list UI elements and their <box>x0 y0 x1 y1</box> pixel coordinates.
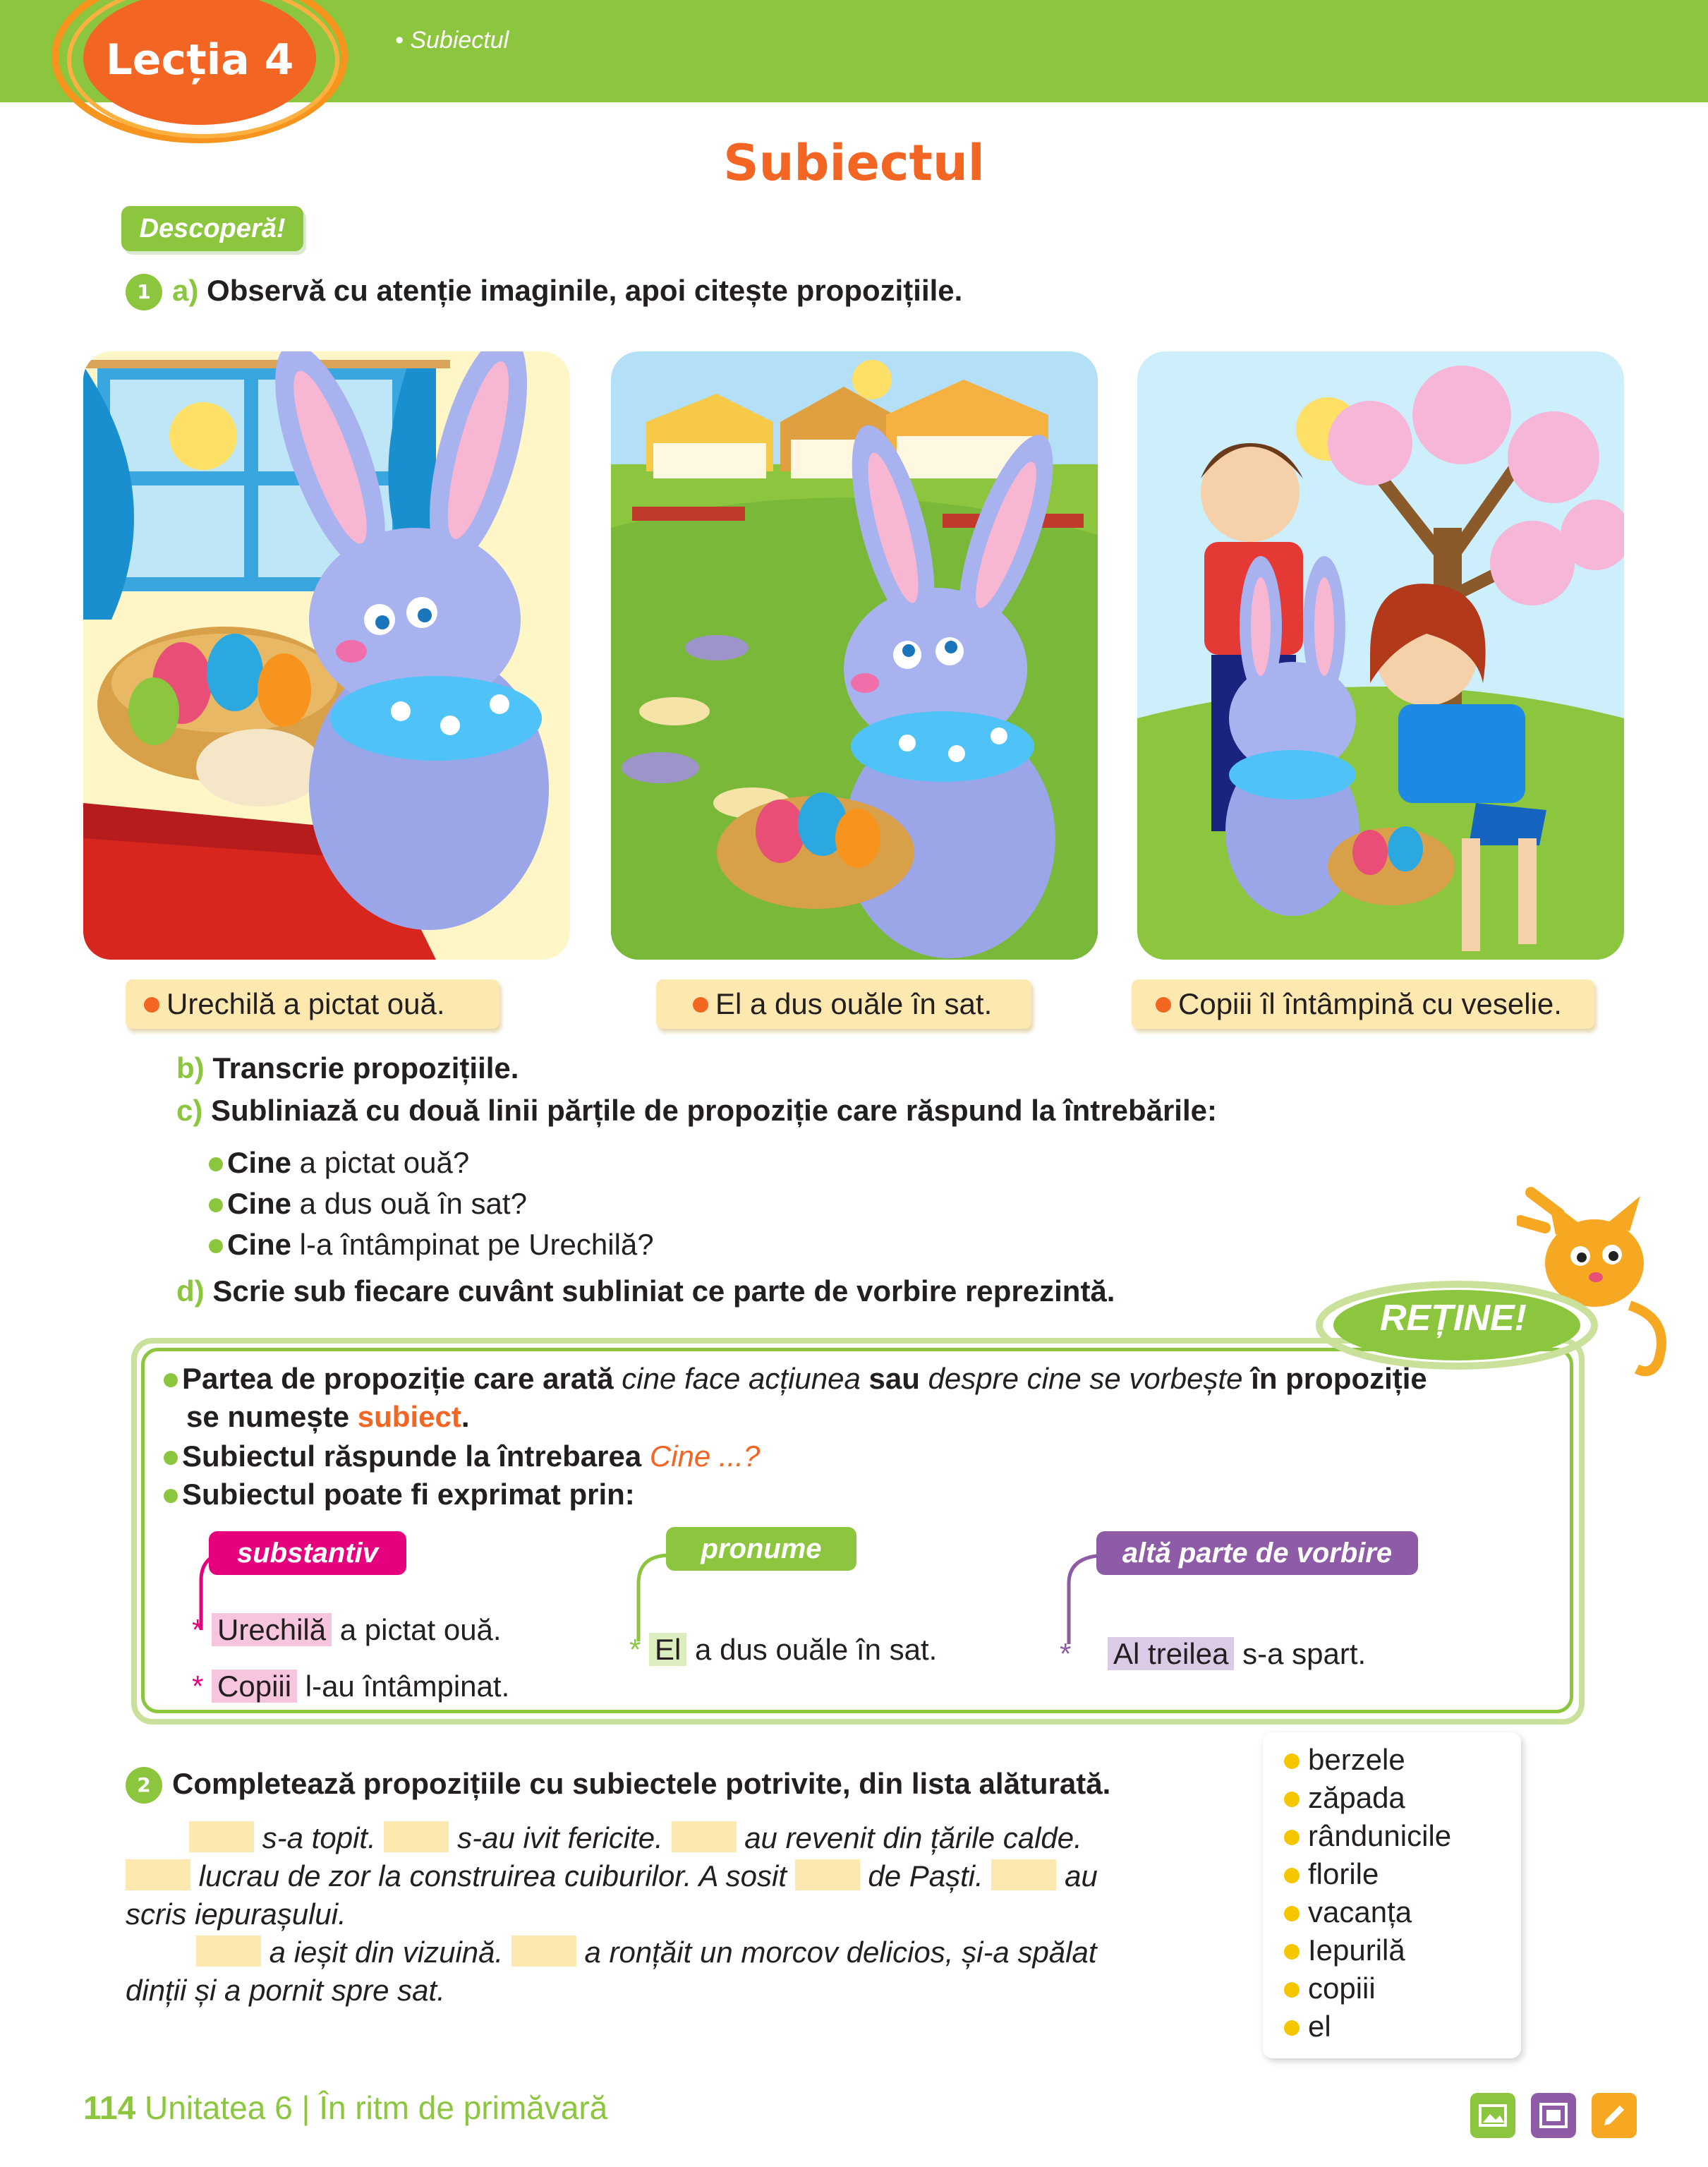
exercise-1c-instruction <box>176 1094 1217 1128</box>
word-text: rândunicile <box>1308 1819 1452 1852</box>
discover-tag: Descoperă! <box>121 206 303 251</box>
rule-emphasis: despre cine se vorbește <box>928 1362 1243 1395</box>
word-item <box>1284 1779 1521 1817</box>
answer-blank[interactable] <box>795 1859 860 1890</box>
tag-pronume: pronume <box>666 1527 856 1571</box>
word-list <box>1263 1732 1521 2058</box>
unit-title: În ritm de primăvară <box>319 2089 608 2126</box>
word-text: Iepurilă <box>1308 1933 1405 1967</box>
exercise-number: 1 <box>126 274 162 310</box>
text-line-4 <box>126 1933 1141 1972</box>
word-text: berzele <box>1308 1743 1405 1776</box>
image-gallery-button[interactable] <box>1470 2093 1515 2138</box>
bullet-dot <box>1284 2020 1300 2036</box>
breadcrumb: • Subiectul <box>395 27 509 54</box>
question-text: a dus ouă în sat? <box>291 1187 527 1220</box>
asterisk-icon: * <box>629 1633 641 1666</box>
rule-emphasis: cine face acțiunea <box>622 1362 861 1395</box>
question-1 <box>209 1146 469 1180</box>
sentence-fragment: s-au ivit fericite. <box>457 1821 663 1854</box>
question-word: Cine <box>227 1228 292 1261</box>
caption-text: Urechilă a pictat ouă. <box>166 987 445 1020</box>
film-icon <box>1531 2093 1576 2138</box>
caption-3 <box>1132 979 1594 1029</box>
asterisk-icon: * <box>192 1670 204 1703</box>
word-item <box>1284 1969 1521 2008</box>
bullet-dot <box>164 1451 178 1465</box>
asterisk-icon: * <box>192 1613 204 1646</box>
bullet-dot <box>1284 1868 1300 1883</box>
bullet-dot <box>164 1373 178 1387</box>
illustration-children-greeting-bunny <box>1137 351 1624 960</box>
example-text: a dus ouăle în sat. <box>686 1633 938 1666</box>
word-text: florile <box>1308 1857 1379 1890</box>
illustration-bunny-painting-eggs <box>83 351 570 960</box>
answer-blank[interactable] <box>672 1821 737 1852</box>
answer-blank[interactable] <box>991 1859 1056 1890</box>
exercise-2-text <box>126 1819 1141 2010</box>
tag-alta-parte-de-vorbire: altă parte de vorbire <box>1096 1531 1418 1575</box>
question-2 <box>209 1187 527 1221</box>
word-item <box>1284 1893 1521 1931</box>
bullet-dot <box>144 997 159 1013</box>
rule-text: . <box>461 1400 470 1433</box>
sentence-fragment: au <box>1065 1859 1098 1893</box>
rule-text: se numește <box>186 1400 358 1433</box>
answer-blank[interactable] <box>126 1859 190 1890</box>
bullet-dot <box>1284 1753 1300 1769</box>
rule-1-continued <box>186 1400 470 1434</box>
bullet-dot <box>1284 1792 1300 1807</box>
rule-3 <box>164 1478 635 1511</box>
caption-text: Copiii îl întâmpină cu veselie. <box>1178 987 1562 1020</box>
instruction-text: Transcrie propozițiile. <box>212 1051 519 1085</box>
word-text: el <box>1308 2010 1331 2043</box>
question-word: Cine <box>227 1187 292 1220</box>
example-text: l-au întâmpinat. <box>297 1670 510 1703</box>
word-text: vacanța <box>1308 1895 1412 1928</box>
remember-label: REȚINE! <box>1380 1298 1527 1339</box>
word-text: zăpada <box>1308 1781 1405 1814</box>
page-number: 114 <box>83 2089 136 2126</box>
bullet-dot <box>1284 1944 1300 1960</box>
caption-text: El a dus ouăle în sat. <box>715 987 993 1020</box>
rule-text: Subiectul răspunde la întrebarea <box>182 1439 650 1473</box>
rule-text: Subiectul poate fi exprimat prin: <box>182 1478 635 1511</box>
bullet-dot <box>164 1489 178 1503</box>
question-word: Cine <box>227 1146 292 1179</box>
illustration-bunny-carrying-eggs <box>611 351 1098 960</box>
answer-blank[interactable] <box>189 1821 254 1852</box>
example-text: s-a spart. <box>1234 1637 1367 1670</box>
instruction-text: Subliniază cu două linii părțile de propoziție care răspund la întrebările: <box>211 1094 1217 1127</box>
image-icon <box>1470 2093 1515 2138</box>
item-letter: d) <box>176 1274 205 1308</box>
page-footer <box>83 2089 607 2127</box>
item-letter: c) <box>176 1094 203 1127</box>
sentence-fragment: s-a topit. <box>262 1821 376 1854</box>
sentence-fragment: de Paști. <box>868 1859 983 1893</box>
sentence-fragment: a ronțăit un morcov delicios, și-a spălat <box>584 1936 1097 1969</box>
word-item <box>1284 2008 1521 2046</box>
unit-label: Unitatea 6 <box>145 2089 293 2126</box>
bullet-dot <box>209 1157 223 1171</box>
example-pronume <box>629 1633 937 1667</box>
highlighted-subject: Al treilea <box>1108 1637 1234 1670</box>
bullet-dot <box>1284 1982 1300 1998</box>
caption-2 <box>656 979 1031 1029</box>
highlighted-subject: Copiii <box>212 1670 297 1703</box>
text-line-1 <box>126 1819 1141 1857</box>
bullet-dot <box>693 997 708 1013</box>
word-item <box>1284 1741 1521 1779</box>
asterisk-icon: * <box>1060 1637 1072 1670</box>
caption-1 <box>126 979 499 1029</box>
bullet-dot <box>1284 1906 1300 1921</box>
pencil-icon <box>1592 2093 1637 2138</box>
question-text: l-a întâmpinat pe Urechilă? <box>291 1228 654 1261</box>
exercise-2-instruction: Completează propozițiile cu subiectele potrivite, din lista alăturată. <box>172 1767 1111 1800</box>
exercise-1a-instruction <box>172 274 962 308</box>
sentence-fragment: lucrau de zor la construirea cuiburilor. A sosit <box>198 1859 787 1893</box>
sentence-fragment: a ieșit din vizuină. <box>269 1936 504 1969</box>
exercise-1b-instruction <box>176 1051 519 1085</box>
sentence-fragment: au revenit din țările calde. <box>744 1821 1082 1854</box>
item-letter: b) <box>176 1051 205 1085</box>
answer-blank[interactable] <box>511 1936 576 1967</box>
text-line-5: dinții și a pornit spre sat. <box>126 1974 445 2007</box>
answer-blank[interactable] <box>196 1936 261 1967</box>
bullet-dot <box>209 1239 223 1253</box>
bullet-dot <box>1284 1830 1300 1845</box>
highlighted-subject: Urechilă <box>212 1613 332 1646</box>
word-text: copiii <box>1308 1972 1376 2005</box>
question-3 <box>209 1228 654 1262</box>
word-item <box>1284 1817 1521 1855</box>
word-item <box>1284 1855 1521 1893</box>
item-letter: a) <box>172 274 199 307</box>
separator: | <box>301 2089 310 2126</box>
text-line-3: scris iepurașului. <box>126 1897 346 1931</box>
page-title: Subiectul <box>723 134 985 192</box>
video-button[interactable] <box>1531 2093 1576 2138</box>
exercise-1d-instruction <box>176 1274 1115 1308</box>
lesson-label: Lecția 4 <box>105 35 294 85</box>
highlighted-subject: El <box>649 1633 686 1666</box>
rule-text: în propoziție <box>1242 1362 1427 1395</box>
bullet-dot <box>1156 997 1171 1013</box>
exercise-number: 2 <box>126 1767 162 1804</box>
rule-1 <box>164 1362 1448 1396</box>
question-form: Cine ...? <box>649 1439 761 1473</box>
rule-text: sau <box>860 1362 928 1395</box>
edit-button[interactable] <box>1592 2093 1637 2138</box>
instruction-text: Observă cu atenție imaginile, apoi citește propozițiile. <box>207 274 963 307</box>
example-substantiv-2 <box>192 1670 509 1703</box>
key-term: subiect <box>357 1400 461 1433</box>
example-alta-parte <box>1060 1637 1366 1671</box>
word-item <box>1284 1931 1521 1969</box>
rule-text: Partea de propoziție care arată <box>182 1362 622 1395</box>
instruction-text: Scrie sub fiecare cuvânt subliniat ce parte de vorbire reprezintă. <box>212 1274 1115 1308</box>
text-line-2 <box>126 1857 1141 1895</box>
question-text: a pictat ouă? <box>291 1146 470 1179</box>
rule-2 <box>164 1439 760 1473</box>
bullet-dot <box>209 1198 223 1212</box>
example-text: a pictat ouă. <box>332 1613 502 1646</box>
example-substantiv-1 <box>192 1613 502 1647</box>
answer-blank[interactable] <box>384 1821 449 1852</box>
tag-substantiv: substantiv <box>209 1531 406 1575</box>
